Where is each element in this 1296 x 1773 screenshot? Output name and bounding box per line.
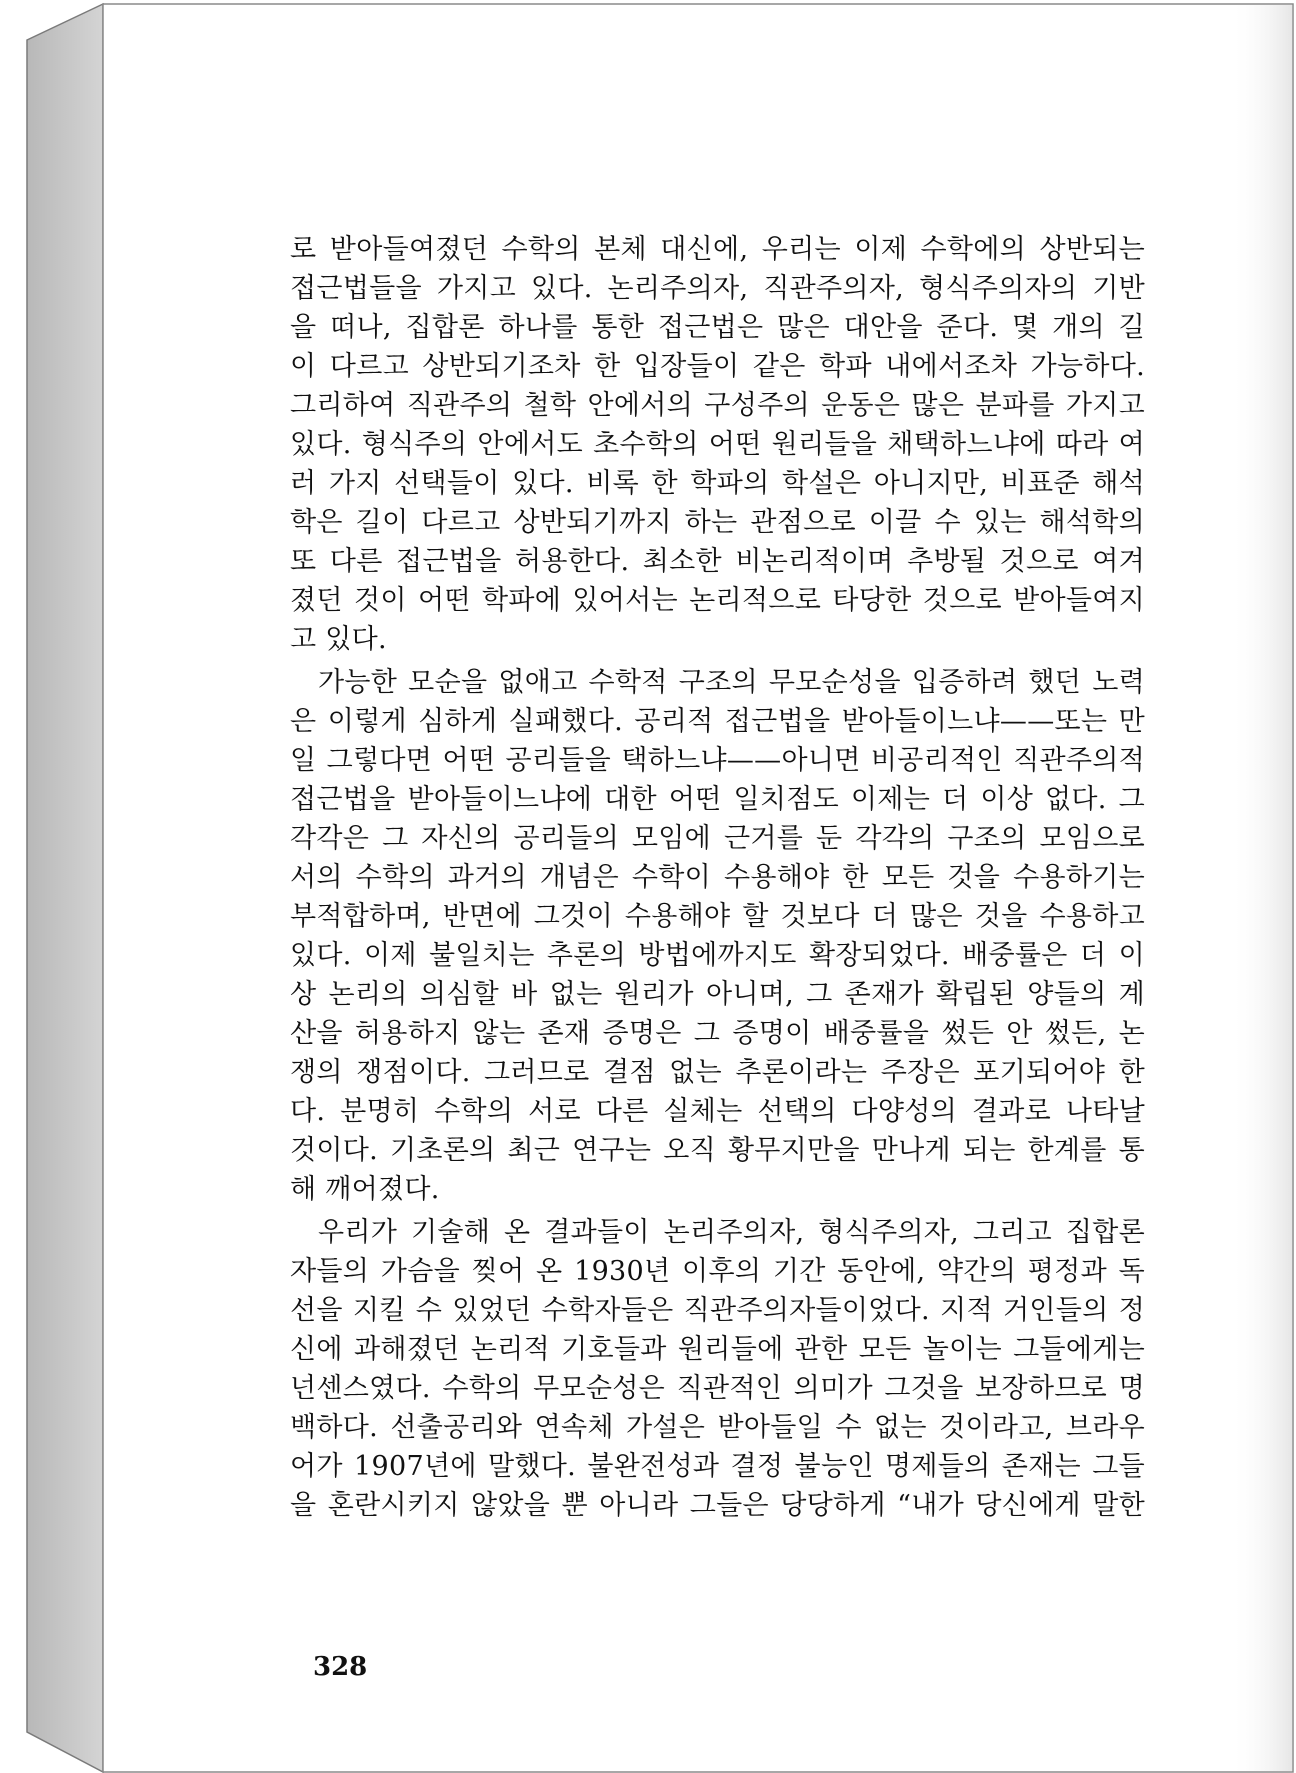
text-line: 학은 길이 다르고 상반되기까지 하는 관점으로 이끌 수 있는 해석학의 [290, 507, 1145, 538]
text-line: 또 다른 접근법을 허용한다. 최소한 비논리적이며 추방될 것으로 여겨 [290, 546, 1145, 577]
page-right-shade [1230, 5, 1292, 1771]
text-line: 부적합하며, 반면에 그것이 수용해야 할 것보다 더 많은 것을 수용하고 [290, 901, 1145, 932]
page-number: 328 [313, 1652, 368, 1682]
paragraph-2 [290, 663, 1145, 1209]
text-line: 해 깨어졌다. [290, 1174, 440, 1205]
text-line: 일 그렇다면 어떤 공리들을 택하느냐——아니면 비공리적인 직관주의적 [290, 745, 1145, 776]
text-line: 그리하여 직관주의 철학 안에서의 구성주의 운동은 많은 분파를 가지고 [290, 390, 1145, 421]
text-line: 가능한 모순을 없애고 수학적 구조의 무모순성을 입증하려 했던 노력 [318, 667, 1145, 698]
text-line: 백하다. 선출공리와 연속체 가설은 받아들일 수 없는 것이라고, 브라우 [290, 1412, 1145, 1443]
text-line: 선을 지킬 수 있었던 수학자들은 직관주의자들이었다. 지적 거인들의 정 [290, 1295, 1145, 1326]
text-line: 있다. 이제 불일치는 추론의 방법에까지도 확장되었다. 배중률은 더 이 [290, 940, 1145, 971]
text-line: 쟁의 쟁점이다. 그러므로 결점 없는 추론이라는 주장은 포기되어야 한 [290, 1057, 1145, 1088]
text-line: 어가 1907년에 말했다. 불완전성과 결정 불능인 명제들의 존재는 그들 [290, 1451, 1145, 1482]
text-line: 로 받아들여졌던 수학의 본체 대신에, 우리는 이제 수학에의 상반되는 [290, 234, 1145, 265]
text-line: 각각은 그 자신의 공리들의 모임에 근거를 둔 각각의 구조의 모임으로 [290, 823, 1145, 854]
text-line: 다. 분명히 수학의 서로 다른 실체는 선택의 다양성의 결과로 나타날 [290, 1096, 1145, 1127]
page-body-text [290, 230, 1145, 1529]
text-line: 러 가지 선택들이 있다. 비록 한 학파의 학설은 아니지만, 비표준 해석 [290, 468, 1145, 499]
text-line: 서의 수학의 과거의 개념은 수학이 수용해야 한 모든 것을 수용하기는 [290, 862, 1145, 893]
text-line: 것이다. 기초론의 최근 연구는 오직 황무지만을 만나게 되는 한계를 통 [290, 1135, 1145, 1166]
text-line: 고 있다. [290, 624, 387, 655]
text-line: 접근법들을 가지고 있다. 논리주의자, 직관주의자, 형식주의자의 기반 [290, 273, 1145, 304]
text-line: 우리가 기술해 온 결과들이 논리주의자, 형식주의자, 그리고 집합론 [318, 1217, 1145, 1248]
text-line: 자들의 가슴을 찢어 온 1930년 이후의 기간 동안에, 약간의 평정과 독 [290, 1256, 1145, 1287]
spine-side [27, 4, 103, 1772]
paragraph-1 [290, 230, 1145, 659]
text-line: 신에 과해졌던 논리적 기호들과 원리들에 관한 모든 놀이는 그들에게는 [290, 1334, 1145, 1365]
text-line: 이 다르고 상반되기조차 한 입장들이 같은 학파 내에서조차 가능하다. [290, 351, 1145, 382]
text-line: 졌던 것이 어떤 학파에 있어서는 논리적으로 타당한 것으로 받아들여지 [290, 585, 1145, 616]
paragraph-3 [290, 1213, 1145, 1525]
text-line: 산을 허용하지 않는 존재 증명은 그 증명이 배중률을 썼든 안 썼든, 논 [290, 1018, 1145, 1049]
text-line: 있다. 형식주의 안에서도 초수학의 어떤 원리들을 채택하느냐에 따라 여 [290, 429, 1145, 460]
text-line: 을 떠나, 집합론 하나를 통한 접근법은 많은 대안을 준다. 몇 개의 길 [290, 312, 1145, 343]
text-line: 상 논리의 의심할 바 없는 원리가 아니며, 그 존재가 확립된 양들의 계 [290, 979, 1145, 1010]
text-line: 넌센스였다. 수학의 무모순성은 직관적인 의미가 그것을 보장하므로 명 [290, 1373, 1145, 1404]
text-line: 을 혼란시키지 않았을 뿐 아니라 그들은 당당하게 “내가 당신에게 말한 [290, 1490, 1145, 1521]
text-line: 은 이렇게 심하게 실패했다. 공리적 접근법을 받아들이느냐——또는 만 [290, 706, 1145, 737]
text-line: 접근법을 받아들이느냐에 대한 어떤 일치점도 이제는 더 이상 없다. 그 [290, 784, 1145, 815]
